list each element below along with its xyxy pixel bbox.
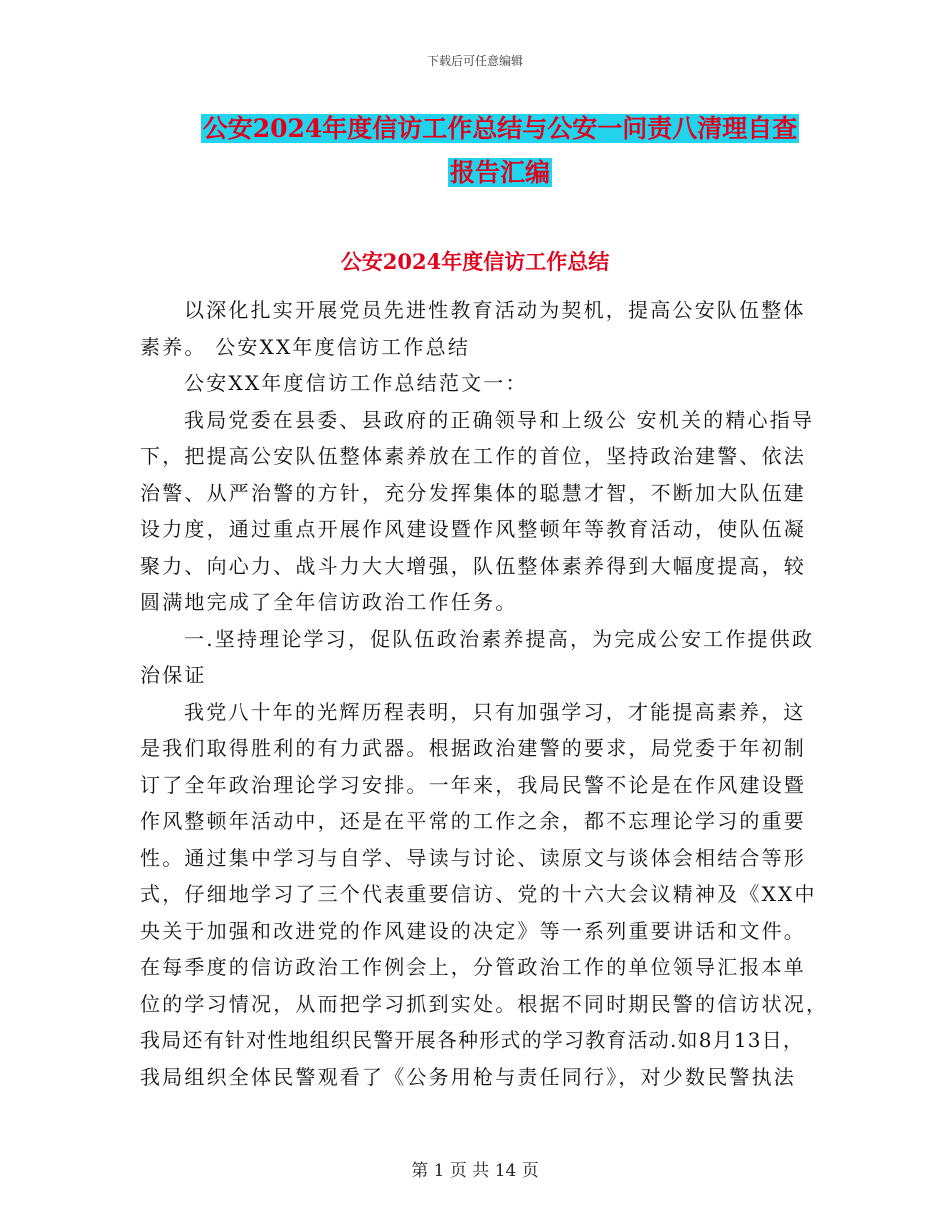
body-line: 在每季度的信访政治工作例会上，分管政治工作的单位领导汇报本单 [140,955,806,979]
body-line: 作风整顿年活动中，还是在平常的工作之余，都不忘理论学习的重要 [140,809,806,833]
body-line: 治保证 [140,663,207,687]
page-header-note: 下载后可任意编辑 [426,54,523,68]
document-title-text-2: 报告汇编 [449,158,550,187]
body-line: 公安XX年度信访工作总结范文一： [184,371,528,395]
body-line: 聚力、向心力、战斗力大大增强，队伍整体素养得到大幅度提高，较 [140,553,806,578]
page-number: 第 1 页 共 14 页 [411,1161,539,1181]
body-line: 素养。 公安XX年度信访工作总结 [140,334,471,359]
body-line: 性。通过集中学习与自学、导读与讨论、读原文与谈体会相结合等形 [140,845,806,870]
body-line: 央关于加强和改进党的作风建设的决定》等一系列重要讲话和文件。 [140,918,806,943]
body-line: 以深化扎实开展党员先进性教育活动为契机，提高公安队伍整体 [184,298,806,322]
section-title: 公安2024年度信访工作总结 [340,249,610,274]
body-line: 治警、从严治警的方针，充分发挥集体的聪慧才智，不断加大队伍建 [140,480,806,505]
document-title-line-1 [140,108,860,150]
body-line: 圆满地完成了全年信访政治工作任务。 [140,590,518,614]
body-line: 一.坚持理论学习，促队伍政治素养提高，为完成公安工作提供政 [184,626,815,651]
body-line: 位的学习情况，从而把学习抓到实处。根据不同时期民警的信访状况， [140,991,829,1016]
body-line: 订了全年政治理论学习安排。一年来，我局民警不论是在作风建设暨 [140,772,806,797]
body-line: 是我们取得胜利的有力武器。根据政治建警的要求，局党委于年初制 [140,736,806,760]
body-line: 我局还有针对性地组织民警开展各种形式的学习教育活动.如8月13日， [140,1028,805,1052]
body-line: 设力度，通过重点开展作风建设暨作风整顿年等教育活动，使队伍凝 [140,517,806,541]
body-line: 我局党委在县委、县政府的正确领导和上级公 安机关的精心指导 [184,407,815,432]
body-line: 我局组织全体民警观看了《公务用枪与责任同行》，对少数民警执法 [140,1064,796,1089]
body-line: 我党八十年的光辉历程表明，只有加强学习，才能提高素养，这 [184,699,806,724]
body-line: 下，把提高公安队伍整体素养放在工作的首位，坚持政治建警、依法 [140,444,806,468]
document-title-line-2 [150,152,850,194]
document-title-text-1: 公安2024年度信访工作总结与公安一问责八清理自查 [202,114,798,143]
document-body [140,292,830,1095]
body-line: 式，仔细地学习了三个代表重要信访、党的十六大会议精神及《XX中 [140,882,817,906]
